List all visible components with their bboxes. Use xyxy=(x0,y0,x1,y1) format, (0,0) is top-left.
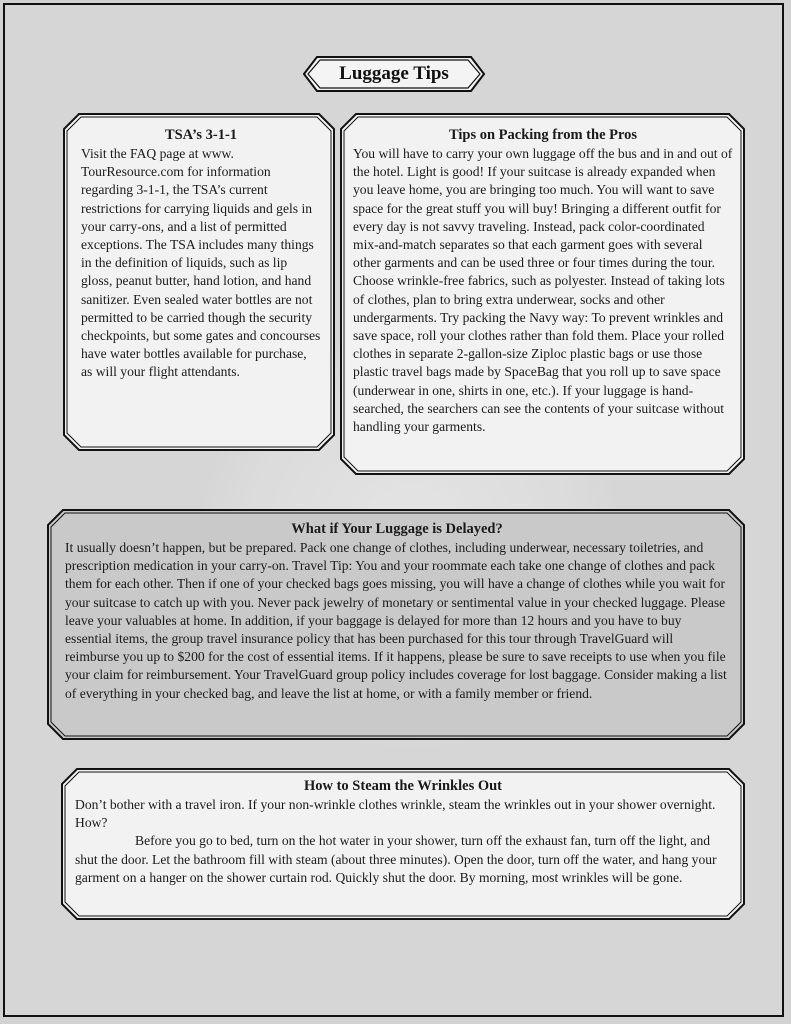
packing-panel xyxy=(340,113,745,475)
steam-intro: Don’t bother with a travel iron. If your non-wrinkle clothes wrinkle, steam the wrinkles out in your shower overnight. How? xyxy=(75,797,716,831)
tsa-heading: TSA’s 3-1-1 xyxy=(164,127,238,143)
title-badge xyxy=(303,56,485,92)
steam-heading: How to Steam the Wrinkles Out xyxy=(303,778,503,794)
delayed-body: It usually doesn’t happen, but be prepared. Pack one change of clothes, including underwear, necessary toiletries, and prescription medication in your carry-on. Travel Tip: You and your roommate each take one change of clothes and pack them for each other. Then if one of your checked bags goes missing, you will have a change of clothes while you wait for your suitcase to catch up with you. Never pack jewelry of monetary or sentimental value in your checked luggage. Please leave your valuables at home. In addition, if your baggage is delayed for more than 12 hours and you have to buy essential items, the group travel insurance policy that has been purchased for this tour through TravelGuard will reimburse you up to $200 for the cost of essential items. If it happens, please be sure to save receipts to use when you file your claim for reimbursement. Your TravelGuard group policy includes coverage for lost baggage. Consider making a list of everything in your checked bag, and leave the list at home, or with a family member or friend. xyxy=(65,540,727,701)
packing-body: You will have to carry your own luggage off the bus and in and out of the hotel. Light is good! If your suitcase is already expanded when you leave home, you are bringing too much. You will want to save space for the great stuff you will buy! Bringing a different outfit for every day is not savvy traveling. Instead, pack color-coordinated mix-and-match separates so that each garment goes with several other garments and can be used three or four times during the tour. Choose wrinkle-free fabrics, such as polyester. Instead of taking lots of clothes, plan to bring extra underwear, socks and other undergarments. Try packing the Navy way: To prevent wrinkles and save space, roll your clothes rather than fold them. Place your rolled clothes in separate 2-gallon-size Ziploc plastic bags or use those plastic travel bags made by SpaceBag that you roll up to save space (underwear in one, shirts in one, etc.). If your luggage is hand-searched, the searchers can see the contents of your suitcase without handling your garments. xyxy=(353,146,733,435)
tsa-panel xyxy=(63,113,335,451)
delayed-panel xyxy=(47,509,745,740)
delayed-heading: What if Your Luggage is Delayed? xyxy=(291,521,503,537)
steam-steps: Before you go to bed, turn on the hot water in your shower, turn off the exhaust fan, turn off the light, and shut the door. Let the bathroom fill with steam (about three minutes). Open the door, turn off the water, and hang your garment on a hanger on the shower curtain rod. Quickly shut the door. By morning, most wrinkles will be gone. xyxy=(75,833,717,885)
packing-heading: Tips on Packing from the Pros xyxy=(448,127,638,143)
steam-panel xyxy=(61,768,745,920)
page-title: Luggage Tips xyxy=(339,63,449,84)
tsa-body: Visit the FAQ page at www. TourResource.com for information regarding 3-1-1, the TSA’s current restrictions for carrying liquids and gels in your carry-ons, and a list of permitted exceptions. The TSA includes many things in the definition of liquids, such as lip gloss, peanut butter, hand lotion, and hand sanitizer. Even sealed water bottles are not permitted to be carried though the security checkpoints, but some gates and concourses have water bottles available for purchase, as will your flight attendants. xyxy=(81,146,321,380)
